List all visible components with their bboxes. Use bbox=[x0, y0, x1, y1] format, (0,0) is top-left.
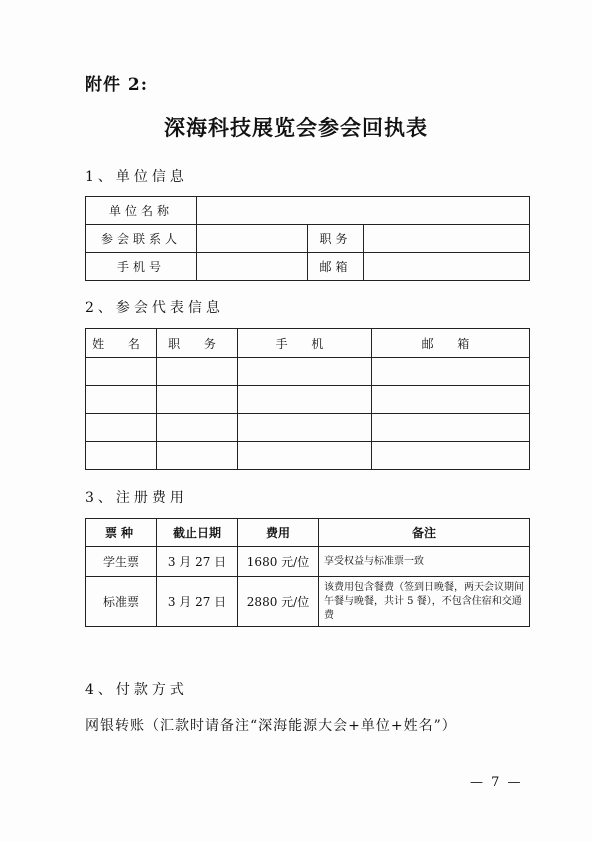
delegate-email-cell[interactable] bbox=[372, 442, 530, 470]
contact-label: 参会联系人 bbox=[86, 225, 197, 253]
position-cell[interactable] bbox=[364, 225, 530, 253]
delegate-position-cell[interactable] bbox=[157, 358, 238, 386]
delegate-table bbox=[85, 328, 530, 470]
fee-cell: 1680 元/位 bbox=[238, 547, 319, 577]
payment-method-text: 网银转账（汇款时请备注“深海能源大会+单位+姓名”） bbox=[85, 718, 457, 734]
delegate-email-cell[interactable] bbox=[372, 414, 530, 442]
delegate-name-cell[interactable] bbox=[86, 358, 157, 386]
delegate-mobile-cell[interactable] bbox=[238, 386, 372, 414]
position-label: 职务 bbox=[308, 225, 364, 253]
ticket-type-cell: 学生票 bbox=[86, 547, 157, 577]
org-name-label: 单位名称 bbox=[86, 197, 197, 225]
org-name-cell[interactable] bbox=[197, 197, 530, 225]
delegate-name-cell[interactable] bbox=[86, 386, 157, 414]
header-deadline: 截止日期 bbox=[157, 519, 238, 547]
note-cell: 享受权益与标准票一致 bbox=[319, 547, 530, 577]
header-ticket-type: 票种 bbox=[86, 519, 157, 547]
delegate-position-cell[interactable] bbox=[157, 386, 238, 414]
section-4-heading: 4、付款方式 bbox=[85, 682, 188, 698]
fee-table bbox=[85, 518, 530, 627]
phone-label: 手机号 bbox=[86, 253, 197, 281]
delegate-mobile-cell[interactable] bbox=[238, 358, 372, 386]
phone-cell[interactable] bbox=[197, 253, 308, 281]
page-number: — 7 — bbox=[470, 775, 523, 790]
delegate-mobile-cell[interactable] bbox=[238, 442, 372, 470]
header-email: 邮 箱 bbox=[372, 329, 530, 358]
contact-cell[interactable] bbox=[197, 225, 308, 253]
email-cell[interactable] bbox=[364, 253, 530, 281]
section-1-heading: 1、单位信息 bbox=[85, 169, 188, 185]
deadline-cell: 3 月 27 日 bbox=[157, 547, 238, 577]
header-fee: 费用 bbox=[238, 519, 319, 547]
email-label: 邮箱 bbox=[308, 253, 364, 281]
delegate-position-cell[interactable] bbox=[157, 414, 238, 442]
section-2-heading: 2、参会代表信息 bbox=[85, 300, 224, 316]
delegate-position-cell[interactable] bbox=[157, 442, 238, 470]
delegate-name-cell[interactable] bbox=[86, 442, 157, 470]
attachment-label: 附件 2: bbox=[85, 75, 149, 95]
delegate-email-cell[interactable] bbox=[372, 386, 530, 414]
header-mobile: 手 机 bbox=[238, 329, 372, 358]
page-title: 深海科技展览会参会回执表 bbox=[164, 115, 428, 140]
header-position: 职 务 bbox=[157, 329, 238, 358]
org-info-table bbox=[85, 196, 530, 281]
delegate-name-cell[interactable] bbox=[86, 414, 157, 442]
delegate-mobile-cell[interactable] bbox=[238, 414, 372, 442]
fee-cell: 2880 元/位 bbox=[238, 577, 319, 627]
header-note: 备注 bbox=[319, 519, 530, 547]
note-cell: 该费用包含餐费（签到日晚餐，两天会议期间午餐与晚餐，共计 5 餐），不包含住宿和交通费 bbox=[319, 577, 530, 627]
delegate-email-cell[interactable] bbox=[372, 358, 530, 386]
deadline-cell: 3 月 27 日 bbox=[157, 577, 238, 627]
header-name: 姓 名 bbox=[86, 329, 157, 358]
ticket-type-cell: 标准票 bbox=[86, 577, 157, 627]
section-3-heading: 3、注册费用 bbox=[85, 490, 188, 506]
